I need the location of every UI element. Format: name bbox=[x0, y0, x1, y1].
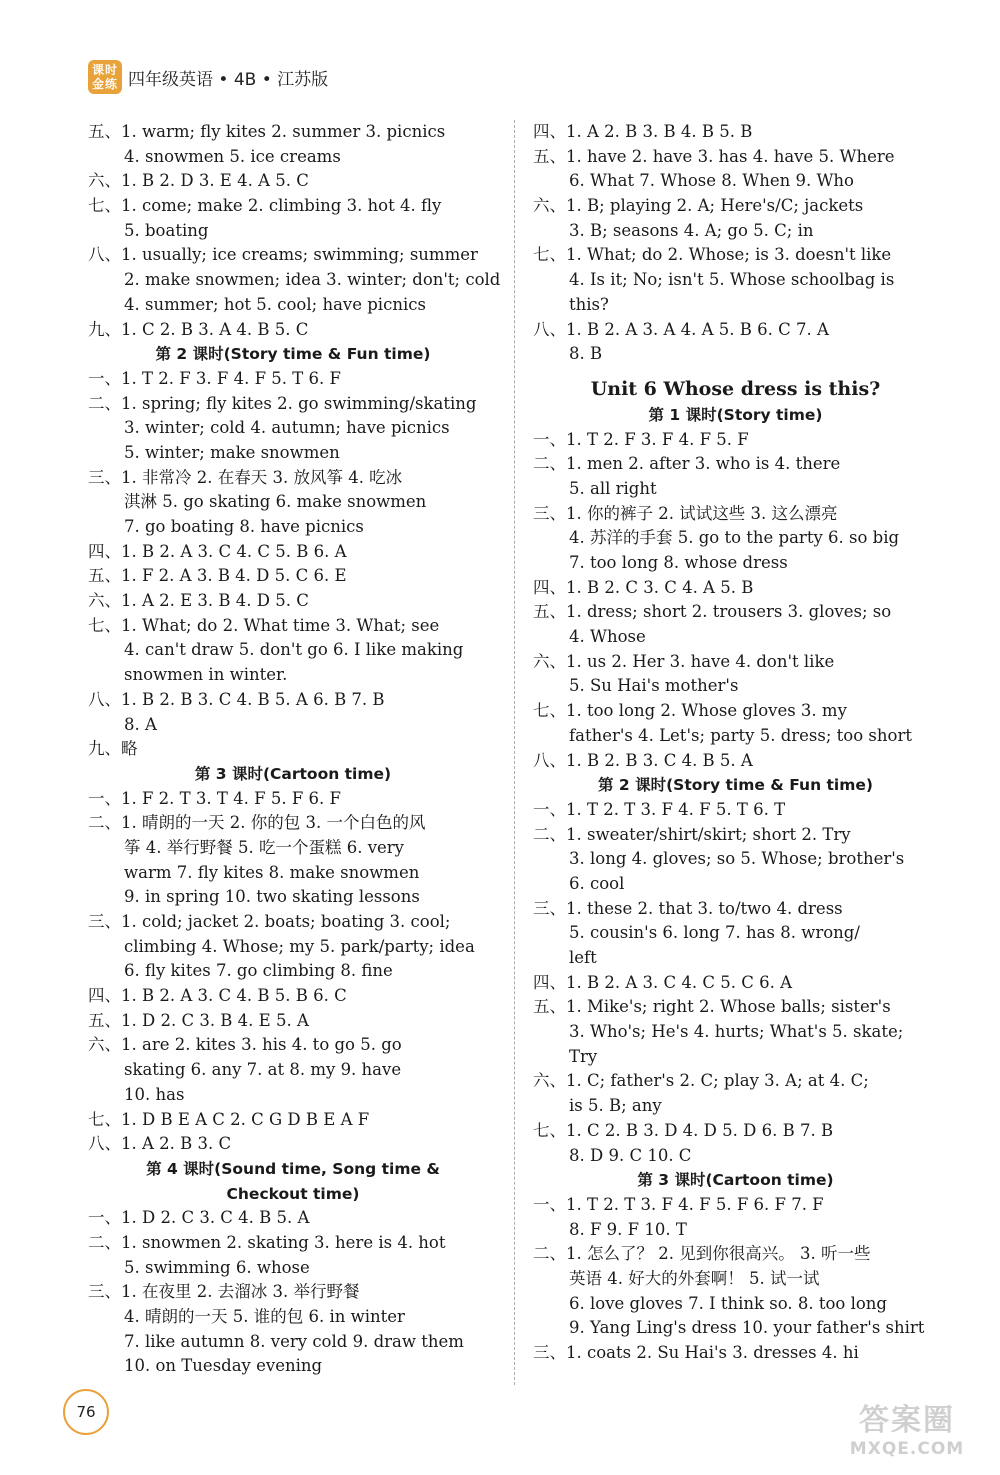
answer-line: 六、1. B 2. D 3. E 4. A 5. C bbox=[88, 171, 309, 191]
answer-line: 筝 4. 举行野餐 5. 吃一个蛋糕 6. very bbox=[124, 837, 404, 857]
answer-line: 5. boating bbox=[124, 220, 209, 240]
answer-line: 三、1. 在夜里 2. 去溜冰 3. 举行野餐 bbox=[88, 1282, 360, 1302]
column-divider bbox=[514, 120, 515, 1385]
answer-line: 5. cousin's 6. long 7. has 8. wrong/ bbox=[569, 923, 860, 943]
answer-line: 5. winter; make snowmen bbox=[124, 442, 340, 462]
logo-line1: 课时 bbox=[91, 63, 118, 77]
answer-line: 七、1. D B E A C 2. C G D B E A F bbox=[88, 1109, 370, 1129]
answer-line: 3. B; seasons 4. A; go 5. C; in bbox=[569, 220, 814, 240]
answer-line: 4. can't draw 5. don't go 6. I like making bbox=[124, 640, 464, 660]
answer-line: 7. too long 8. whose dress bbox=[569, 553, 788, 572]
answer-line: skating 6. any 7. at 8. my 9. have bbox=[124, 1060, 402, 1080]
answer-line: 八、1. B 2. B 3. C 4. B 5. A 6. B 7. B bbox=[88, 689, 385, 709]
unit-title: Unit 6 Whose dress is this? bbox=[590, 377, 881, 400]
answer-line: 二、1. 晴朗的一天 2. 你的包 3. 一个白色的风 bbox=[88, 813, 426, 833]
answer-line: 一、1. T 2. F 3. F 4. F 5. T 6. F bbox=[88, 368, 341, 388]
answer-line: 五、1. have 2. have 3. has 4. have 5. Where bbox=[533, 146, 895, 166]
section-heading: 第 3 课时(Cartoon time) bbox=[194, 764, 392, 783]
watermark-url: MXQE.COM bbox=[849, 1439, 965, 1459]
answer-line: 9. Yang Ling's dress 10. your father's shirt bbox=[569, 1318, 925, 1338]
answer-line: warm 7. fly kites 8. make snowmen bbox=[124, 862, 420, 882]
answer-line: 4. 晴朗的一天 5. 谁的包 6. in winter bbox=[124, 1307, 405, 1326]
answer-line: is 5. B; any bbox=[569, 1096, 662, 1116]
answer-line: 4. 苏洋的手套 5. go to the party 6. so big bbox=[569, 528, 900, 548]
answer-line: 八、1. B 2. B 3. C 4. B 5. A bbox=[533, 750, 753, 770]
answer-line: 六、1. C; father's 2. C; play 3. A; at 4. C; bbox=[533, 1071, 869, 1091]
answer-line: 四、1. B 2. A 3. C 4. B 5. B 6. C bbox=[88, 986, 347, 1006]
answer-line: 八、1. usually; ice creams; swimming; summer bbox=[88, 245, 478, 265]
answer-line: 五、1. D 2. C 3. B 4. E 5. A bbox=[88, 1010, 309, 1030]
book-logo bbox=[88, 60, 122, 94]
right-column bbox=[533, 120, 938, 1366]
answer-line: 3. winter; cold 4. autumn; have picnics bbox=[124, 418, 450, 438]
answer-line: 二、1. 怎么了？ 2. 见到你很高兴。 3. 听一些 bbox=[533, 1244, 871, 1264]
watermark-logo: 答案圈 bbox=[859, 1403, 955, 1438]
answer-line: 4. summer; hot 5. cool; have picnics bbox=[124, 294, 426, 314]
answer-line: 五、1. Mike's; right 2. Whose balls; sister's bbox=[533, 997, 891, 1017]
section-heading: Checkout time) bbox=[226, 1184, 360, 1203]
header-title: 四年级英语 • 4B • 江苏版 bbox=[128, 69, 329, 90]
answer-line: 九、略 bbox=[88, 739, 138, 759]
section-heading: 第 2 课时(Story time & Fun time) bbox=[598, 776, 873, 795]
answer-line: this? bbox=[569, 294, 609, 314]
answer-line: 三、1. these 2. that 3. to/two 4. dress bbox=[533, 898, 843, 918]
answer-line: 七、1. come; make 2. climbing 3. hot 4. fly bbox=[88, 196, 442, 216]
logo-line2: 金练 bbox=[91, 77, 118, 91]
answer-line: 六、1. B; playing 2. A; Here's/C; jackets bbox=[533, 196, 864, 216]
answer-line: 8. B bbox=[569, 344, 603, 364]
page-number: 76 bbox=[63, 1389, 109, 1435]
answer-line: 5. swimming 6. whose bbox=[124, 1257, 310, 1277]
answer-line: 6. fly kites 7. go climbing 8. fine bbox=[124, 961, 393, 981]
section-heading: 第 4 课时(Sound time, Song time & bbox=[146, 1159, 440, 1178]
answer-line: climbing 4. Whose; my 5. park/party; idea bbox=[124, 936, 475, 956]
answer-line: 三、1. coats 2. Su Hai's 3. dresses 4. hi bbox=[533, 1343, 859, 1362]
answer-line: 8. D 9. C 10. C bbox=[569, 1145, 692, 1165]
answer-line: 8. F 9. F 10. T bbox=[569, 1219, 687, 1239]
answer-line: 5. all right bbox=[569, 478, 657, 498]
answer-line: 英语 4. 好大的外套啊！ 5. 试一试 bbox=[569, 1268, 820, 1288]
answer-line: 10. has bbox=[124, 1084, 185, 1104]
answer-line: 八、1. A 2. B 3. C bbox=[88, 1134, 232, 1154]
answer-line: 四、1. B 2. A 3. C 4. C 5. C 6. A bbox=[533, 972, 792, 992]
answer-line: 三、1. 你的裤子 2. 试试这些 3. 这么漂亮 bbox=[533, 503, 838, 523]
section-heading: 第 3 课时(Cartoon time) bbox=[637, 1171, 834, 1190]
answer-line: 3. Who's; He's 4. hurts; What's 5. skate; bbox=[569, 1022, 904, 1042]
answer-line: 三、1. cold; jacket 2. boats; boating 3. cool; bbox=[88, 912, 451, 931]
answer-line: 六、1. us 2. Her 3. have 4. don't like bbox=[533, 651, 835, 671]
answer-line: 4. snowmen 5. ice creams bbox=[124, 146, 341, 166]
answer-line: 七、1. What; do 2. Whose; is 3. doesn't like bbox=[533, 245, 892, 265]
answer-line: 二、1. snowmen 2. skating 3. here is 4. hot bbox=[88, 1232, 446, 1252]
answer-line: 5. Su Hai's mother's bbox=[569, 676, 739, 696]
answer-line: 七、1. What; do 2. What time 3. What; see bbox=[88, 615, 440, 635]
answer-line: 一、1. T 2. F 3. F 4. F 5. F bbox=[533, 429, 749, 449]
answer-line: 四、1. A 2. B 3. B 4. B 5. B bbox=[533, 122, 753, 141]
answer-line: 九、1. C 2. B 3. A 4. B 5. C bbox=[88, 319, 309, 339]
answer-line: 六、1. A 2. E 3. B 4. D 5. C bbox=[88, 591, 309, 611]
answer-line: 六、1. are 2. kites 3. his 4. to go 5. go bbox=[88, 1035, 402, 1055]
watermark bbox=[832, 1391, 982, 1463]
answer-line: 四、1. B 2. C 3. C 4. A 5. B bbox=[533, 577, 754, 597]
answer-line: 7. like autumn 8. very cold 9. draw them bbox=[124, 1331, 464, 1351]
answer-line: 二、1. men 2. after 3. who is 4. there bbox=[533, 454, 841, 474]
answer-line: 3. long 4. gloves; so 5. Whose; brother's bbox=[569, 849, 905, 869]
answer-line: 一、1. T 2. T 3. F 4. F 5. T 6. T bbox=[533, 799, 786, 819]
section-heading: 第 1 课时(Story time) bbox=[648, 405, 823, 424]
answer-line: 10. on Tuesday evening bbox=[124, 1356, 323, 1376]
answer-line: father's 4. Let's; party 5. dress; too short bbox=[569, 725, 912, 745]
answer-line: 七、1. too long 2. Whose gloves 3. my bbox=[533, 701, 847, 721]
answer-line: 6. What 7. Whose 8. When 9. Who bbox=[569, 171, 854, 191]
answer-line: 4. Whose bbox=[569, 627, 646, 647]
answer-line: 4. Is it; No; isn't 5. Whose schoolbag is bbox=[569, 270, 895, 290]
answer-line: snowmen in winter. bbox=[124, 665, 288, 685]
answer-line: 9. in spring 10. two skating lessons bbox=[124, 887, 420, 907]
answer-line: 七、1. C 2. B 3. D 4. D 5. D 6. B 7. B bbox=[533, 1120, 834, 1140]
left-column bbox=[88, 120, 501, 1379]
answer-line: 二、1. spring; fly kites 2. go swimming/skating bbox=[88, 393, 477, 413]
page-header bbox=[88, 58, 328, 96]
answer-line: 一、1. T 2. T 3. F 4. F 5. F 6. F 7. F bbox=[533, 1194, 824, 1214]
answer-line: Try bbox=[569, 1046, 598, 1066]
answer-line: 三、1. 非常冷 2. 在春天 3. 放风筝 4. 吃冰 bbox=[88, 467, 403, 487]
answer-line: 四、1. B 2. A 3. C 4. C 5. B 6. A bbox=[88, 541, 347, 561]
answer-line: 一、1. F 2. T 3. T 4. F 5. F 6. F bbox=[88, 788, 341, 808]
section-heading: 第 2 课时(Story time & Fun time) bbox=[155, 345, 431, 364]
answer-line: 6. cool bbox=[569, 873, 625, 893]
answer-line: 8. A bbox=[124, 714, 157, 734]
answer-line: 二、1. sweater/shirt/skirt; short 2. Try bbox=[533, 824, 851, 844]
answer-line: 2. make snowmen; idea 3. winter; don't; cold bbox=[124, 270, 501, 290]
answer-line: left bbox=[569, 948, 597, 967]
answer-line: 一、1. D 2. C 3. C 4. B 5. A bbox=[88, 1208, 310, 1228]
answer-line: 五、1. dress; short 2. trousers 3. gloves; so bbox=[533, 602, 892, 622]
answer-line: 八、1. B 2. A 3. A 4. A 5. B 6. C 7. A bbox=[533, 319, 829, 339]
answer-line: 淇淋 5. go skating 6. make snowmen bbox=[124, 492, 427, 512]
answer-line: 7. go boating 8. have picnics bbox=[124, 517, 364, 536]
answer-line: 6. love gloves 7. I think so. 8. too long bbox=[569, 1293, 887, 1313]
answer-line: 五、1. warm; fly kites 2. summer 3. picnics bbox=[88, 122, 446, 141]
answer-line: 五、1. F 2. A 3. B 4. D 5. C 6. E bbox=[88, 566, 347, 586]
